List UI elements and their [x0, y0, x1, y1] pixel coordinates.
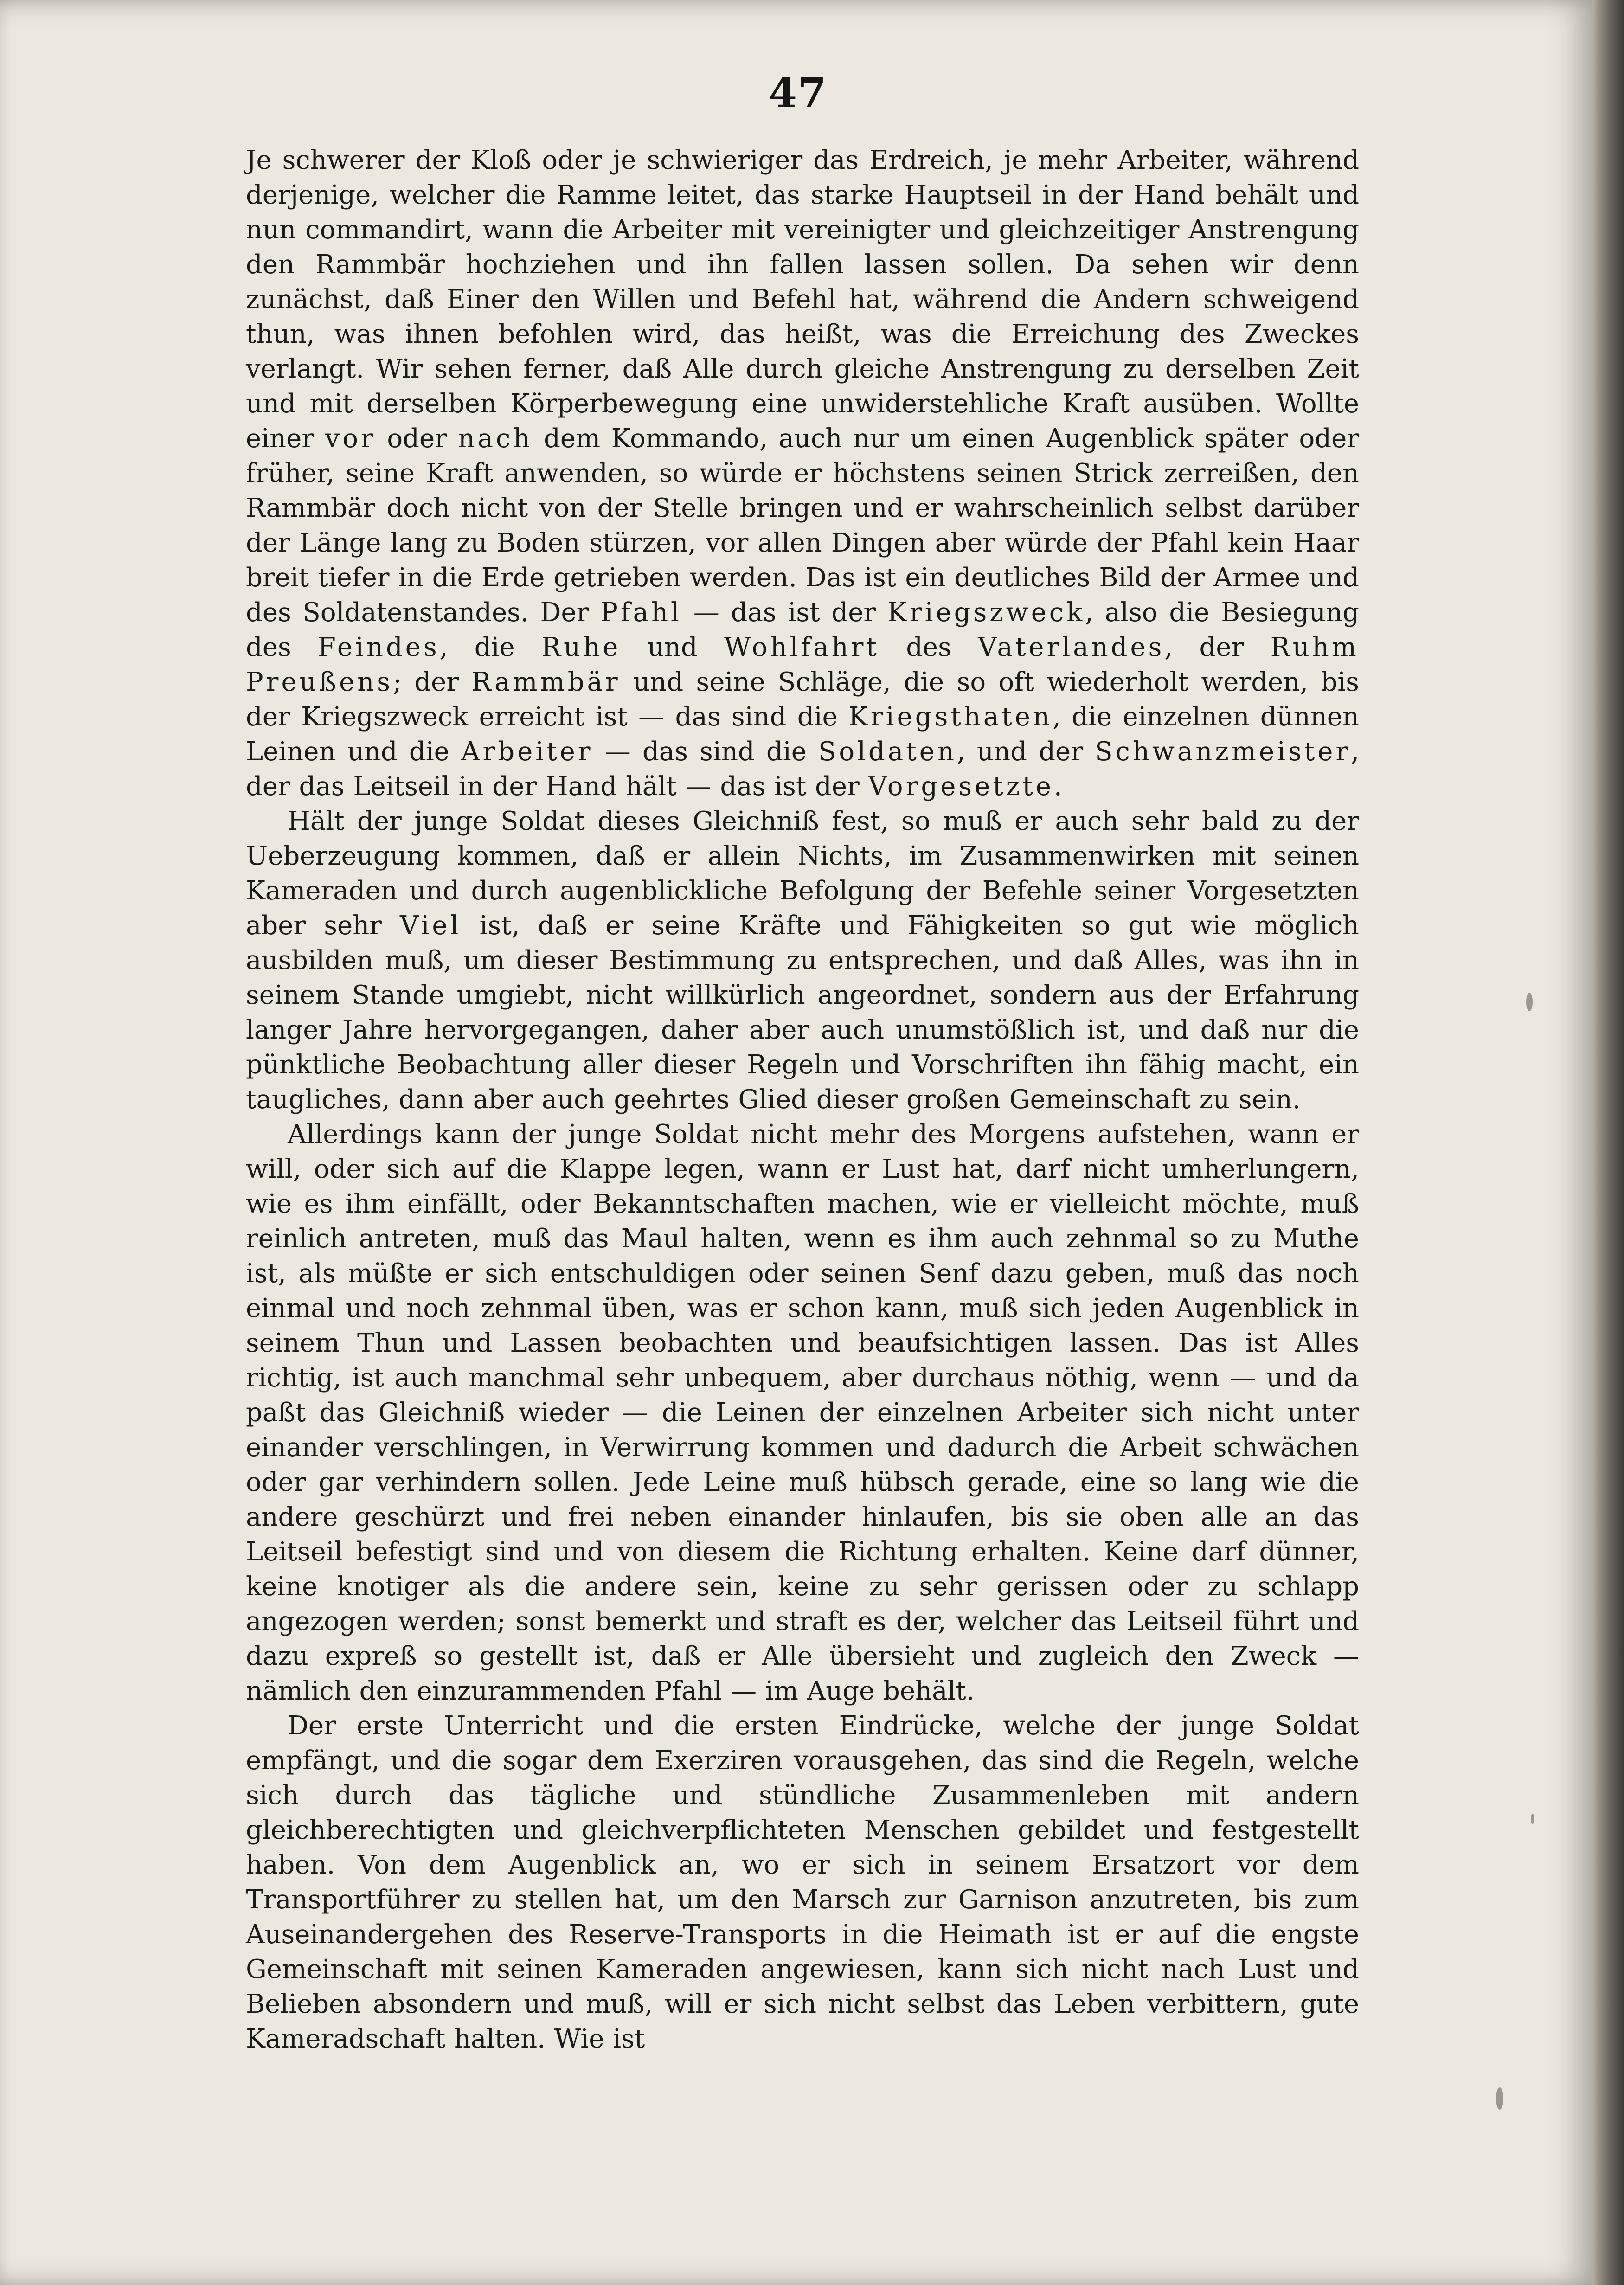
paragraph: Hält der junge Soldat dieses Gleichniß fest, so muß er auch sehr bald zu der Ueberzeugung kommen, daß er allein Nichts, im Zusammenwirken mit seinen Kameraden und durch augenblickliche Befolgung der Befehle seiner Vorgesetzten aber sehr Viel ist, daß er seine Kräfte und Fähigkeiten so gut wie möglich ausbilden muß, um dieser Bestimmung zu entsprechen, und daß Alles, was ihn in seinem Stande umgiebt, nicht willkürlich angeordnet, sondern aus der Erfahrung langer Jahre hervorgegangen, daher aber auch unumstößlich ist, und daß nur die pünktliche Beobachtung aller dieser Regeln und Vorschriften ihn fähig macht, ein taugliches, dann aber auch geehrtes Glied dieser großen Gemeinschaft zu sein. — [246, 806, 1359, 1115]
paper-smudge — [1526, 993, 1533, 1011]
emphasis: Arbeiter — [461, 737, 593, 767]
emphasis: Vorgesetzte — [868, 771, 1054, 802]
emphasis: Pfahl — [600, 597, 682, 628]
paper-smudge — [1496, 2087, 1503, 2110]
emphasis: Kriegsthaten — [848, 702, 1053, 732]
emphasis: Ruhm Preußens — [246, 632, 1359, 697]
emphasis: Kriegszweck — [887, 597, 1085, 628]
emphasis: Schwanzmeister — [1095, 737, 1351, 767]
page-number: 47 — [768, 69, 828, 117]
emphasis: Feindes — [318, 632, 440, 662]
emphasis: Ruhe — [541, 632, 621, 662]
emphasis: Viel — [400, 911, 462, 941]
emphasis: Soldaten — [818, 737, 957, 767]
body-text — [246, 143, 1359, 2056]
emphasis: nach — [458, 424, 533, 454]
paragraph: Je schwerer der Kloß oder je schwieriger das Erdreich, je mehr Arbeiter, während derjenige, welcher die Ramme leitet, das starke Hauptseil in der Hand behält und nun commandirt, wann die Arbeiter mit vereinigter und gleichzeitiger Anstrengung den Rammbär hochziehen und ihn fallen lassen sollen. Da sehen wir denn zunächst, daß Einer den Willen und Befehl hat, während die Andern schweigend thun, was ihnen befohlen wird, das heißt, was die Erreichung des Zweckes verlangt. Wir sehen ferner, daß Alle durch gleiche Anstrengung zu derselben Zeit und mit derselben Körperbewegung eine unwiderstehliche Kraft ausüben. Wollte einer vor oder nach dem Kommando, auch nur um einen Augenblick später oder früher, seine Kraft anwenden, so würde er höchstens seinen Strick zerreißen, den Rammbär doch nicht von der Stelle bringen und er wahrscheinlich selbst darüber der Länge lang zu Boden stürzen, vor allen Dingen aber würde der Pfahl kein Haar breit tiefer in die Erde getrieben werden. Das ist ein deutliches Bild der Armee und des Soldatenstandes. Der Pfahl — das ist der Kriegszweck, also die Besiegung des Feindes, die Ruhe und Wohlfahrt des Vaterlandes, der Ruhm Preußens; der Rammbär und seine Schläge, die so oft wiederholt werden, bis der Kriegszweck erreicht ist — das sind die Kriegsthaten, die einzelnen dünnen Leinen und die Arbeiter — das sind die Soldaten, und der Schwanzmeister, der das Leitseil in der Hand hält — das ist der Vorgesetzte. — [246, 145, 1360, 802]
page-edge — [1592, 0, 1624, 2285]
paper-smudge — [1531, 1814, 1534, 1824]
emphasis: Vaterlandes — [978, 632, 1165, 662]
emphasis: vor — [325, 424, 376, 454]
emphasis: Wohlfahrt — [724, 632, 879, 662]
emphasis: Rammbär — [471, 667, 621, 697]
paragraph: Der erste Unterricht und die ersten Eindrücke, welche der junge Soldat empfängt, und die sogar dem Exerziren vorausgehen, das sind die Regeln, welche sich durch das tägliche und stündliche Zusammenleben mit andern gleichberechtigten und gleichverpflichteten Menschen gebildet und festgestellt haben. Von dem Augenblick an, wo er sich in seinem Ersatzort vor dem Transportführer zu stellen hat, um den Marsch zur Garnison anzutreten, bis zum Auseinandergehen des Reserve-Transports in die Heimath ist er auf die engste Gemeinschaft mit seinen Kameraden angewiesen, kann sich nicht nach Lust und Belieben absondern und muß, will er sich nicht selbst das Leben verbittern, gute Kameradschaft halten. Wie ist — [246, 1711, 1359, 2054]
paragraph: Allerdings kann der junge Soldat nicht mehr des Morgens aufstehen, wann er will, oder sich auf die Klappe legen, wann er Lust hat, darf nicht umherlungern, wie es ihm einfällt, oder Bekanntschaften machen, wie er vielleicht möchte, muß reinlich antreten, muß das Maul halten, wenn es ihm auch zehnmal so zu Muthe ist, als müßte er sich entschuldigen oder seinen Senf dazu geben, muß das noch einmal und noch zehnmal üben, was er schon kann, muß sich jeden Augenblick in seinem Thun und Lassen beobachten und beaufsichtigen lassen. Das ist Alles richtig, ist auch manchmal sehr unbequem, aber durchaus nöthig, wenn — und da paßt das Gleichniß wieder — die Leinen der einzelnen Arbeiter sich nicht unter einander verschlingen, in Verwirrung kommen und dadurch die Arbeit schwächen oder gar verhindern sollen. Jede Leine muß hübsch gerade, eine so lang wie die andere geschürzt und frei neben einander hinlaufen, bis sie oben alle an das Leitseil befestigt sind und von diesem die Richtung erhalten. Keine darf dünner, keine knotiger als die andere sein, keine zu sehr gerissen oder zu schlapp angezogen werden; sonst bemerkt und straft es der, welcher das Leitseil führt und dazu expreß so gestellt ist, daß er Alle übersieht und zugleich den Zweck — nämlich den einzurammenden Pfahl — im Auge behält. — [246, 1119, 1359, 1706]
